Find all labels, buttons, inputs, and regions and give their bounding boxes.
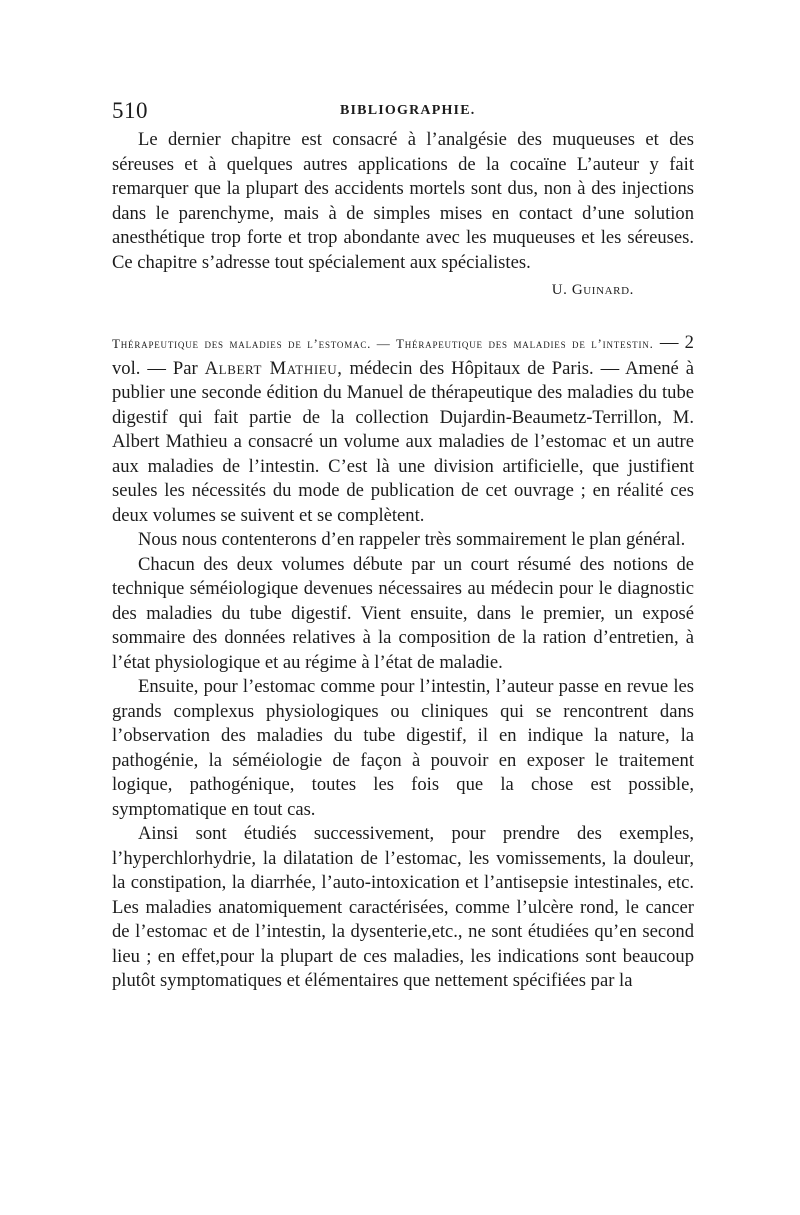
- book-author: Albert Mathieu,: [204, 357, 343, 379]
- review-intro: médecin des Hôpitaux de Paris. — Amené à publier une seconde édition du Manuel de thérapeutique des maladies du tube digestif qui fait partie de la collection Dujardin-Beaumetz-Terrillon, M. Albert Mathieu a consacré un volume aux maladies de l’estomac et un autre aux maladies de l’intestin. C’est là une division artificielle, que justifient seules les nécessités du mode de publication de cet ouvrage ; en réalité ces deux volumes se suivent et se complètent.: [112, 357, 695, 526]
- page-number: 510: [112, 98, 148, 123]
- review-paragraph-plan: Nous nous contenterons d’en rappeler très sommairement le plan général.: [138, 529, 686, 550]
- previous-review-closing-paragraph: Le dernier chapitre est consacré à l’analgésie des muqueuses et des séreuses et à quelques autres applications de la cocaïne L’auteur y fait remarquer que la plupart des accidents mortels sont dus, non à des injections dans le parenchyme, mais à de simples mises en contact d’une solution anesthétique trop forte et trop abondante avec les muqueuses et les séreuses. Ce chapitre s’adresse tout spécialement aux spécialistes.: [112, 129, 694, 273]
- review-signature: U. Guinard.: [551, 282, 634, 298]
- volume-count: — 2 vol.: [112, 332, 694, 379]
- by-label: — Par: [147, 357, 198, 379]
- book-page: [112, 98, 694, 994]
- review-paragraph-volumes: Chacun des deux volumes débute par un court résumé des notions de technique séméiologique devenues nécessaires au médecin pour le diagnostic des maladies du tube digestif. Vient ensuite, dans le premier, un exposé sommaire des données relatives à la composition de la ration d’entretien, à l’état physiologique et au régime à l’état de maladie.: [112, 553, 694, 673]
- running-title: BIBLIOGRAPHIE.: [340, 103, 476, 118]
- running-head: [112, 98, 694, 126]
- book-title: Thérapeutique des maladies de l’estomac. — Thérapeutique des maladies de l’intestin.: [112, 336, 654, 351]
- review-paragraph-complexus: Ensuite, pour l’estomac comme pour l’intestin, l’auteur passe en revue les grands complexus physiologiques ou cliniques qui se rencontrent dans l’observation des maladies du tube digestif, il en indique la nature, la pathogénie, la séméiologie de façon à pouvoir en exposer le traitement logique, pathogénique, toutes les fois que la chose est possible, symptomatique en tout cas.: [112, 676, 694, 820]
- review-paragraph-examples: Ainsi sont étudiés successivement, pour prendre des exemples, l’hyperchlorhydrie, la dilatation de l’estomac, les vomissements, la douleur, la constipation, la diarrhée, l’auto-intoxication et l’antisepsie intestinales, etc. Les maladies anatomiquement caractérisées, comme l’ulcère rond, le cancer de l’estomac et de l’intestin, la dysenterie,etc., ne sont étudiées qu’en second lieu ; en effet,pour la plupart de ces maladies, les indications sont beaucoup plutôt symptomatiques et élémentaires que nettement spécifiées par la: [112, 823, 694, 991]
- review-heading-paragraph: [112, 331, 694, 528]
